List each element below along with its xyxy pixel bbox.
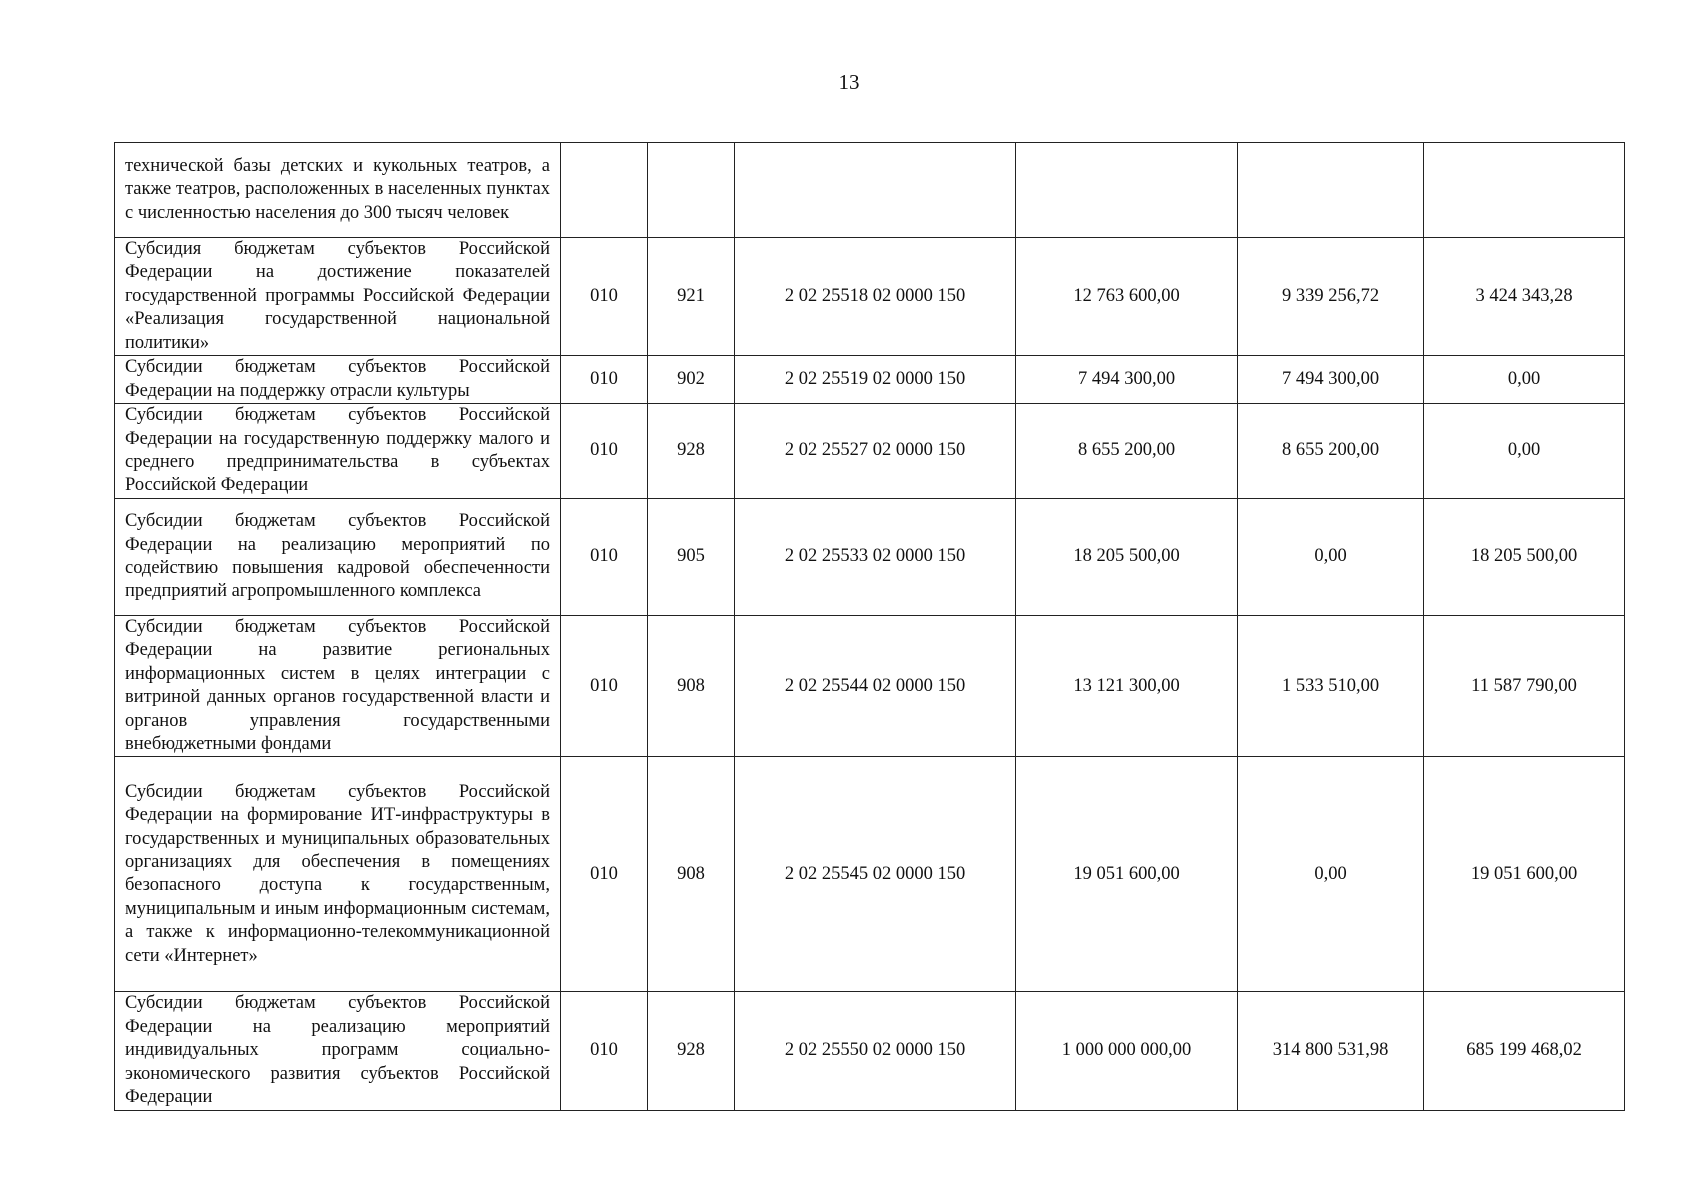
row-code: 010	[561, 992, 648, 1110]
row-admin: 928	[648, 404, 735, 499]
row-executed: 8 655 200,00	[1238, 404, 1424, 499]
row-remainder	[1424, 143, 1625, 238]
row-remainder: 18 205 500,00	[1424, 499, 1625, 616]
row-description: Субсидия бюджетам субъектов Российской Федерации на достижение показателей государственной программы Российской Федерации «Реализация государственной национальной политики»	[115, 238, 561, 356]
row-executed: 0,00	[1238, 499, 1424, 616]
row-remainder: 0,00	[1424, 356, 1625, 404]
row-code: 010	[561, 238, 648, 356]
row-plan	[1016, 143, 1238, 238]
row-kbk: 2 02 25519 02 0000 150	[735, 356, 1016, 404]
row-admin: 905	[648, 499, 735, 616]
row-code: 010	[561, 499, 648, 616]
row-plan: 7 494 300,00	[1016, 356, 1238, 404]
table-row	[115, 238, 1625, 356]
row-admin: 908	[648, 616, 735, 757]
row-description: Субсидии бюджетам субъектов Российской Федерации на государственную поддержку малого и среднего предпринимательства в субъектах Российской Федерации	[115, 404, 561, 499]
row-plan: 12 763 600,00	[1016, 238, 1238, 356]
row-code: 010	[561, 757, 648, 992]
row-remainder: 11 587 790,00	[1424, 616, 1625, 757]
row-description: Субсидии бюджетам субъектов Российской Федерации на формирование ИТ-инфраструктуры в государственных и муниципальных образовательных организациях для обеспечения в помещениях безопасного доступа к государственным, муниципальным и иным информационным системам, а также к информационно-телекоммуникационной сети «Интернет»	[115, 757, 561, 992]
row-code: 010	[561, 356, 648, 404]
row-plan: 13 121 300,00	[1016, 616, 1238, 757]
row-kbk: 2 02 25544 02 0000 150	[735, 616, 1016, 757]
row-plan: 8 655 200,00	[1016, 404, 1238, 499]
row-executed: 1 533 510,00	[1238, 616, 1424, 757]
row-description: Субсидии бюджетам субъектов Российской Федерации на поддержку отрасли культуры	[115, 356, 561, 404]
row-admin: 921	[648, 238, 735, 356]
row-description: технической базы детских и кукольных театров, а также театров, расположенных в населенных пунктах с численностью населения до 300 тысяч человек	[115, 143, 561, 238]
row-description: Субсидии бюджетам субъектов Российской Федерации на развитие региональных информационных систем в целях интеграции с витриной данных органов государственной власти и органов управления государственными внебюджетными фондами	[115, 616, 561, 757]
budget-table	[114, 142, 1625, 1111]
row-plan: 1 000 000 000,00	[1016, 992, 1238, 1110]
page-number: 13	[838, 70, 860, 94]
row-executed: 9 339 256,72	[1238, 238, 1424, 356]
table-row	[115, 143, 1625, 238]
table-row	[115, 757, 1625, 992]
row-description: Субсидии бюджетам субъектов Российской Федерации на реализацию мероприятий по содействию повышения кадровой обеспеченности предприятий агропромышленного комплекса	[115, 499, 561, 616]
row-admin: 908	[648, 757, 735, 992]
row-description: Субсидии бюджетам субъектов Российской Федерации на реализацию мероприятий индивидуальных программ социально-экономического развития субъектов Российской Федерации	[115, 992, 561, 1110]
row-code: 010	[561, 616, 648, 757]
row-plan: 18 205 500,00	[1016, 499, 1238, 616]
row-admin: 902	[648, 356, 735, 404]
row-kbk: 2 02 25518 02 0000 150	[735, 238, 1016, 356]
table-row	[115, 616, 1625, 757]
row-executed	[1238, 143, 1424, 238]
row-kbk: 2 02 25550 02 0000 150	[735, 992, 1016, 1110]
row-code: 010	[561, 404, 648, 499]
row-remainder: 685 199 468,02	[1424, 992, 1625, 1110]
row-plan: 19 051 600,00	[1016, 757, 1238, 992]
table-row	[115, 356, 1625, 404]
row-kbk: 2 02 25545 02 0000 150	[735, 757, 1016, 992]
row-executed: 314 800 531,98	[1238, 992, 1424, 1110]
row-admin	[648, 143, 735, 238]
table-row	[115, 499, 1625, 616]
table-row	[115, 992, 1625, 1110]
row-kbk: 2 02 25533 02 0000 150	[735, 499, 1016, 616]
row-code	[561, 143, 648, 238]
row-admin: 928	[648, 992, 735, 1110]
row-remainder: 0,00	[1424, 404, 1625, 499]
row-remainder: 3 424 343,28	[1424, 238, 1625, 356]
row-executed: 7 494 300,00	[1238, 356, 1424, 404]
row-remainder: 19 051 600,00	[1424, 757, 1625, 992]
row-kbk: 2 02 25527 02 0000 150	[735, 404, 1016, 499]
row-executed: 0,00	[1238, 757, 1424, 992]
table-row	[115, 404, 1625, 499]
row-kbk	[735, 143, 1016, 238]
